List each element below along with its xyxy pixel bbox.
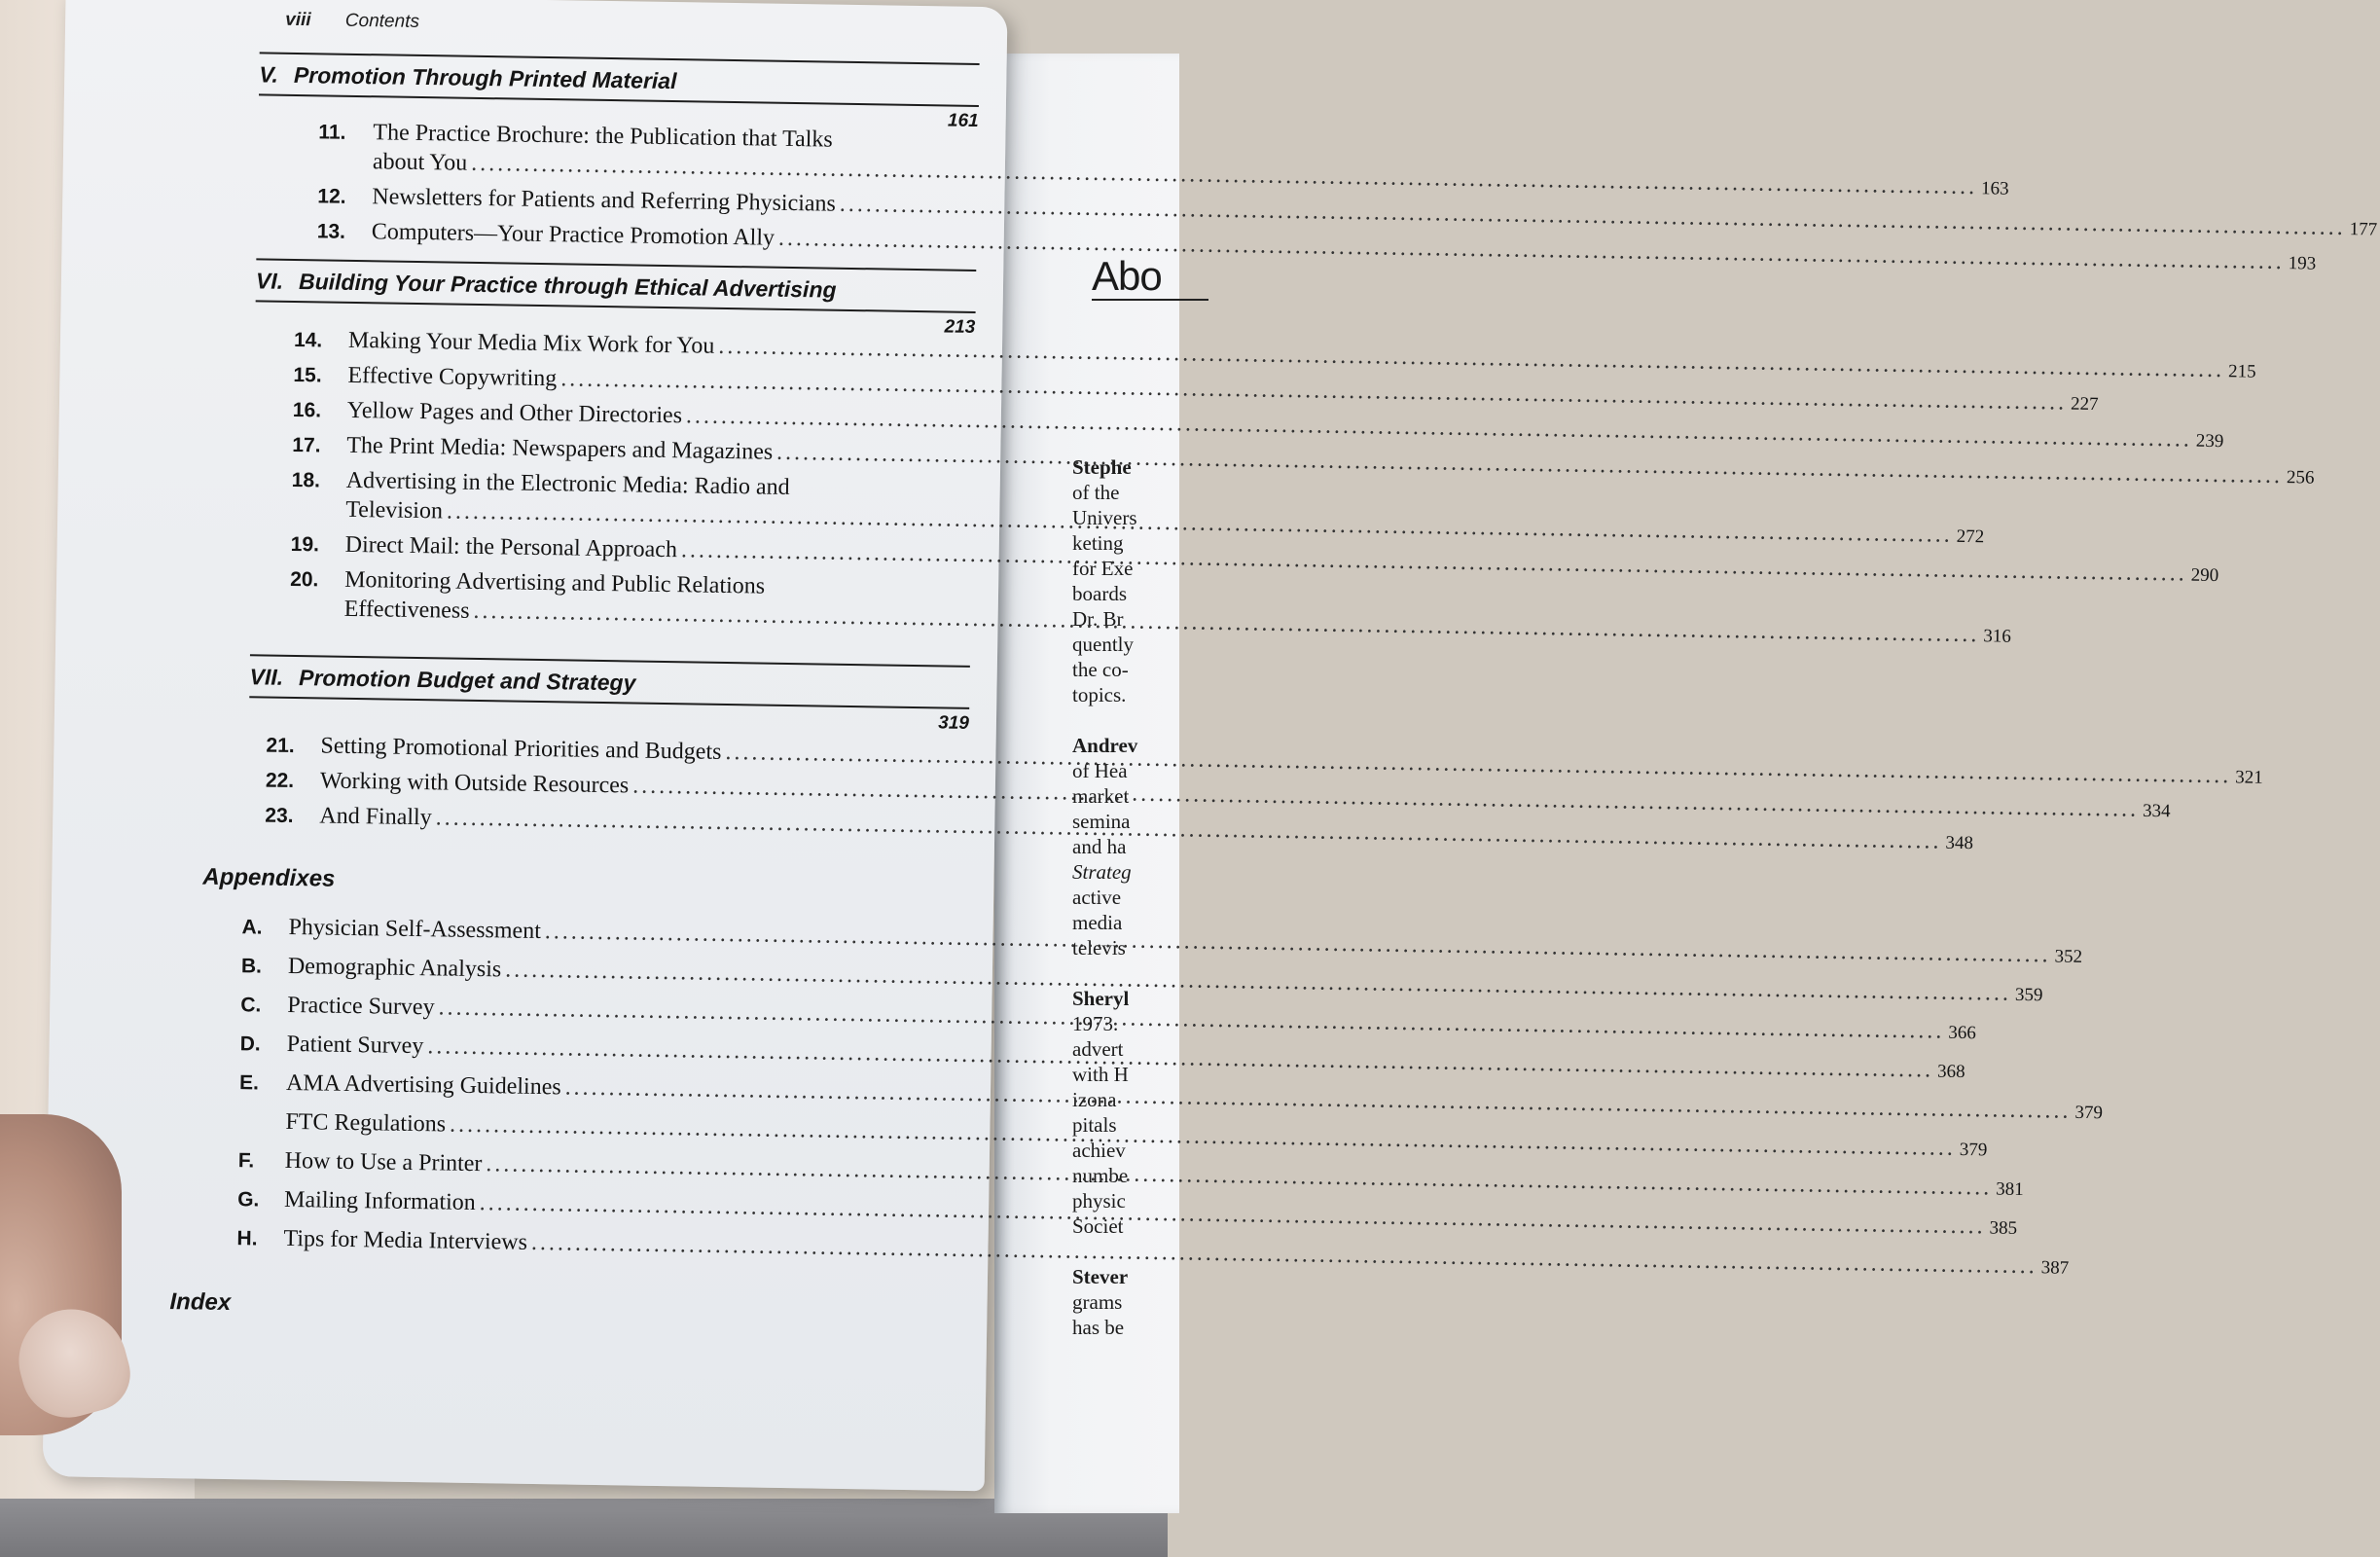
entry-title-line: The Print Media: Newspapers and Magazines [346,432,774,465]
facing-page-line: Societ [1072,1214,1124,1238]
part-header-1 [259,52,980,131]
table-surface [0,1499,1168,1557]
entry-title-line: Tips for Media Interviews [283,1225,528,1255]
facing-page-line: media [1072,911,1123,934]
facing-page-line: advert [1072,1037,1124,1061]
facing-page-line: the co- [1072,658,1129,681]
entry-page-number: 215 [2227,361,2256,382]
facing-page-line: achiev [1072,1139,1126,1162]
entry-page-number: 316 [1983,626,2011,647]
entry-title-line: Direct Mail: the Personal Approach [344,531,678,563]
entry-number: E. [238,1071,260,1095]
entry-number: 22. [265,769,295,793]
index-heading: Index [169,1288,232,1317]
entry-title-line: Television [345,496,444,525]
entry-title-line: Mailing Information [283,1186,476,1216]
toc-entry-13[interactable] [316,216,2317,274]
part-number: V. [259,61,279,88]
part-page-number: 213 [944,316,976,338]
facing-page-line: of Hea [1072,759,1128,782]
entry-page-number: 381 [1996,1178,2024,1200]
facing-page-line: grams [1072,1290,1123,1314]
entry-number: 19. [290,532,320,557]
part-title-text: Promotion Budget and Strategy [298,665,636,696]
facing-page-line: quently [1072,633,1134,656]
part-number: VII. [249,664,284,690]
entry-number: 16. [292,398,322,422]
entry-title-line: Making Your Media Mix Work for You [347,327,715,359]
facing-page-line: topics. [1072,683,1127,706]
part-entries-1 [316,117,2378,274]
part-title-text: Building Your Practice through Ethical Advertising [298,269,837,303]
entry-title-line: Monitoring Advertising and Public Relations [343,566,766,599]
entry-number: 18. [291,468,321,492]
facing-page-line: has be [1072,1316,1125,1339]
entry-page-number: 387 [2040,1257,2070,1279]
entry-page-number: 321 [2235,767,2263,788]
entry-title-line: And Finally [319,803,432,831]
facing-page-line: with H [1072,1063,1129,1086]
entry-title-line: AMA Advertising Guidelines [285,1069,561,1101]
entry-page-number: 352 [2054,946,2083,967]
entry-number: 17. [292,433,321,457]
part-header-2 [255,258,977,338]
entry-page-number: 385 [1989,1217,2018,1239]
entry-page-number: 379 [2074,1102,2104,1124]
entry-page-number: 272 [1956,525,1985,548]
facing-page-line: televis [1072,936,1126,960]
entry-title-line: Effectiveness [343,596,470,624]
entry-number: 12. [317,185,346,208]
entry-title-line: How to Use a Printer [284,1147,483,1177]
entry-page-number: 177 [2349,219,2378,240]
entry-page-number: 359 [2014,984,2043,1006]
entry-page-number: 256 [2286,467,2315,489]
entry-page-number: 334 [2142,800,2171,822]
part-title-text: Promotion Through Printed Material [293,61,677,94]
part-header-3 [249,654,970,734]
facing-page-line: Univers [1072,506,1137,529]
running-head-page-number: viii [285,9,311,31]
entry-title-line: Demographic Analysis [287,953,502,983]
entry-title-line: Practice Survey [287,992,435,1021]
appendixes-heading: Appendixes [202,863,336,892]
entry-number: F. [237,1149,255,1173]
entry-page-number: 290 [2190,564,2219,587]
entry-page-number: 227 [2070,393,2099,416]
entry-page-number: 379 [1959,1139,1988,1161]
running-head-title: Contents [344,10,420,32]
entry-page-number: 366 [1948,1022,1977,1044]
facing-page-line: and ha [1072,835,1127,858]
entry-title-line: Patient Survey [286,1031,424,1060]
facing-page-line: 1973. [1072,1012,1119,1035]
entry-number: 15. [293,363,322,387]
entry-title-line: Computers—Your Practice Promotion Ally [371,219,775,251]
facing-page-line: boards [1072,582,1127,605]
entry-number: 11. [318,121,346,144]
entry-title-line: Physician Self-Assessment [288,914,542,945]
entry-number: A. [241,916,263,939]
entry-number: 14. [293,328,323,352]
part-number: VI. [255,268,284,294]
running-head [285,10,419,33]
entry-title-line: Setting Promotional Priorities and Budgets [320,733,722,765]
facing-page-title: Abo [1092,253,1162,299]
facing-page-line: Sheryl [1072,987,1130,1010]
entry-number: B. [240,955,263,978]
entry-title-line: Working with Outside Resources [319,768,630,799]
facing-page-line: Dr. Br [1072,607,1124,631]
facing-page-rule [1092,299,1208,301]
entry-title-line: Effective Copywriting [347,362,558,392]
entry-number: D. [239,1032,261,1056]
facing-page-line: market [1072,784,1130,808]
facing-page-line: active [1072,886,1122,909]
facing-page-line: Strateg [1072,860,1132,884]
facing-page-line: numbe [1072,1164,1129,1187]
entry-page-number: 193 [2288,253,2317,274]
facing-page-line: Stever [1072,1265,1129,1288]
entry-number: C. [240,994,262,1017]
facing-page-line: for Exe [1072,557,1134,580]
entry-title-line: Yellow Pages and Other Directories [346,397,683,429]
part-page-number: 161 [947,110,979,131]
entry-number: H. [236,1227,258,1250]
entry-number: 21. [266,734,295,758]
entry-number [238,1128,285,1129]
facing-page-line: of the [1072,481,1120,504]
facing-page-line: pitals [1072,1113,1117,1137]
entry-title-line: Advertising in the Electronic Media: Radio and [345,467,790,500]
entry-number: 23. [265,804,294,828]
part-page-number: 319 [938,712,970,734]
facing-page-line: Andrev [1072,734,1138,757]
facing-page-line: Stephe [1072,455,1132,479]
facing-page-line: keting [1072,531,1124,555]
entry-title-line: The Practice Brochure: the Publication that Talks [373,120,833,153]
entry-page-number: 239 [2195,430,2224,453]
entry-page-number: 368 [1936,1061,1965,1083]
entry-title-line: Newsletters for Patients and Referring Physicians [372,184,837,217]
entry-title-line: about You [372,149,468,176]
facing-page-line: physic [1072,1189,1126,1213]
entry-number: 20. [290,567,319,592]
facing-page-line: izona [1072,1088,1117,1111]
entry-page-number: 163 [1980,178,2009,199]
entry-number: G. [236,1188,260,1212]
entry-page-number: 348 [1945,832,1974,854]
entry-title-line: FTC Regulations [285,1108,447,1138]
entry-number: 13. [316,220,346,243]
facing-page-line: semina [1072,810,1131,833]
